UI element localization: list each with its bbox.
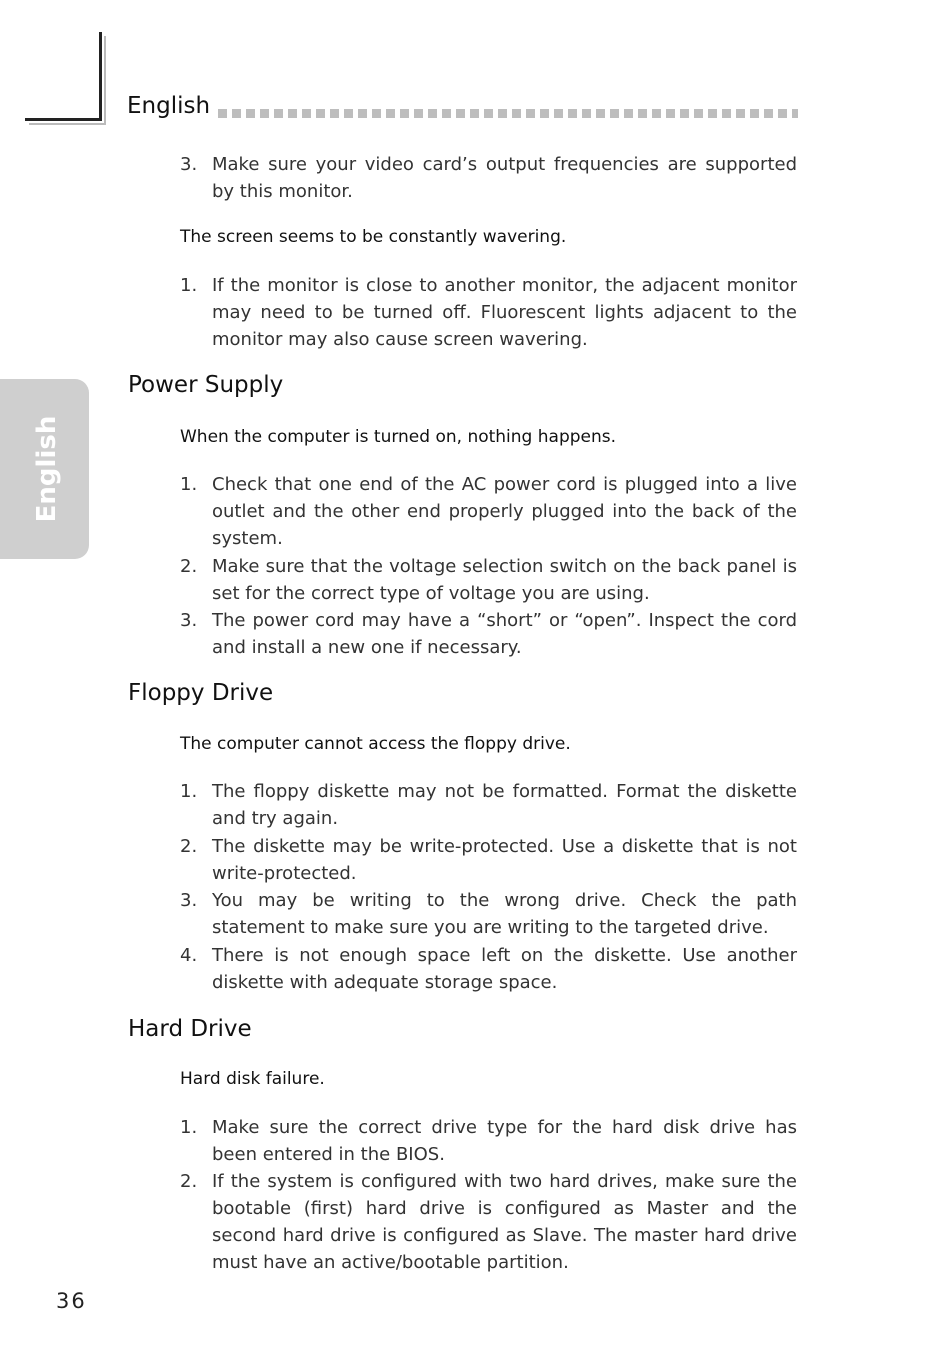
list-item xyxy=(180,1168,797,1276)
list-item xyxy=(180,1114,797,1168)
problem-heading: The screen seems to be constantly wavering. xyxy=(180,227,567,247)
list-item-text: Check that one end of the AC power cord is plugged into a live outlet and the other end properly plugged into the back of the system. xyxy=(212,474,797,549)
list-item-text: If the system is configured with two hard drives, make sure the bootable (first) hard drive is configured as Master and the second hard drive is configured as Slave. The master hard drive must have an active/bootable partition. xyxy=(212,1171,797,1273)
side-tab-label: English xyxy=(32,415,62,523)
list-item-text: The diskette may be write-protected. Use a diskette that is not write-protected. xyxy=(212,836,797,884)
list-item-number: 3. xyxy=(180,610,198,631)
list-item-number: 3. xyxy=(180,154,198,175)
list-item-number: 2. xyxy=(180,1171,198,1192)
header-title: English xyxy=(127,93,211,119)
list-item-text: The power cord may have a “short” or “open”. Inspect the cord and install a new one if necessary. xyxy=(212,610,797,658)
list-item-number: 3. xyxy=(180,890,198,911)
list-item xyxy=(180,471,797,552)
section-title: Power Supply xyxy=(128,372,284,398)
list-item-text: You may be writing to the wrong drive. Check the path statement to make sure you are writing to the targeted drive. xyxy=(212,890,797,938)
list-item xyxy=(180,887,797,941)
list-item xyxy=(180,607,797,661)
list-item xyxy=(180,942,797,996)
problem-heading: Hard disk failure. xyxy=(180,1069,325,1089)
list-item-text: The floppy diskette may not be formatted. Format the diskette and try again. xyxy=(212,781,797,829)
list-item xyxy=(180,833,797,887)
list-item-number: 4. xyxy=(180,945,198,966)
list-item-text: Make sure your video card’s output frequencies are supported by this monitor. xyxy=(212,154,797,202)
list-item-text: Make sure that the voltage selection switch on the back panel is set for the correct type of voltage you are using. xyxy=(212,556,797,604)
list-item-text: There is not enough space left on the diskette. Use another diskette with adequate storage space. xyxy=(212,945,797,993)
header-dotted-rule xyxy=(218,109,798,118)
section-title: Floppy Drive xyxy=(128,680,274,706)
page-number: 36 xyxy=(56,1289,87,1313)
list-item xyxy=(180,151,797,205)
list-item-text: If the monitor is close to another monitor, the adjacent monitor may need to be turned off. Fluorescent lights adjacent to the monitor may also cause screen wavering. xyxy=(212,275,797,350)
list-item-number: 2. xyxy=(180,836,198,857)
list-item-text: Make sure the correct drive type for the hard disk drive has been entered in the BIOS. xyxy=(212,1117,797,1165)
list-item xyxy=(180,272,797,353)
list-item-number: 1. xyxy=(180,474,198,495)
list-item-number: 1. xyxy=(180,275,198,296)
list-item-number: 1. xyxy=(180,781,198,802)
list-item-number: 2. xyxy=(180,556,198,577)
section-title: Hard Drive xyxy=(128,1016,252,1042)
problem-heading: The computer cannot access the floppy drive. xyxy=(180,734,571,754)
problem-heading: When the computer is turned on, nothing happens. xyxy=(180,427,617,447)
list-item xyxy=(180,778,797,832)
list-item-number: 1. xyxy=(180,1117,198,1138)
list-item xyxy=(180,553,797,607)
